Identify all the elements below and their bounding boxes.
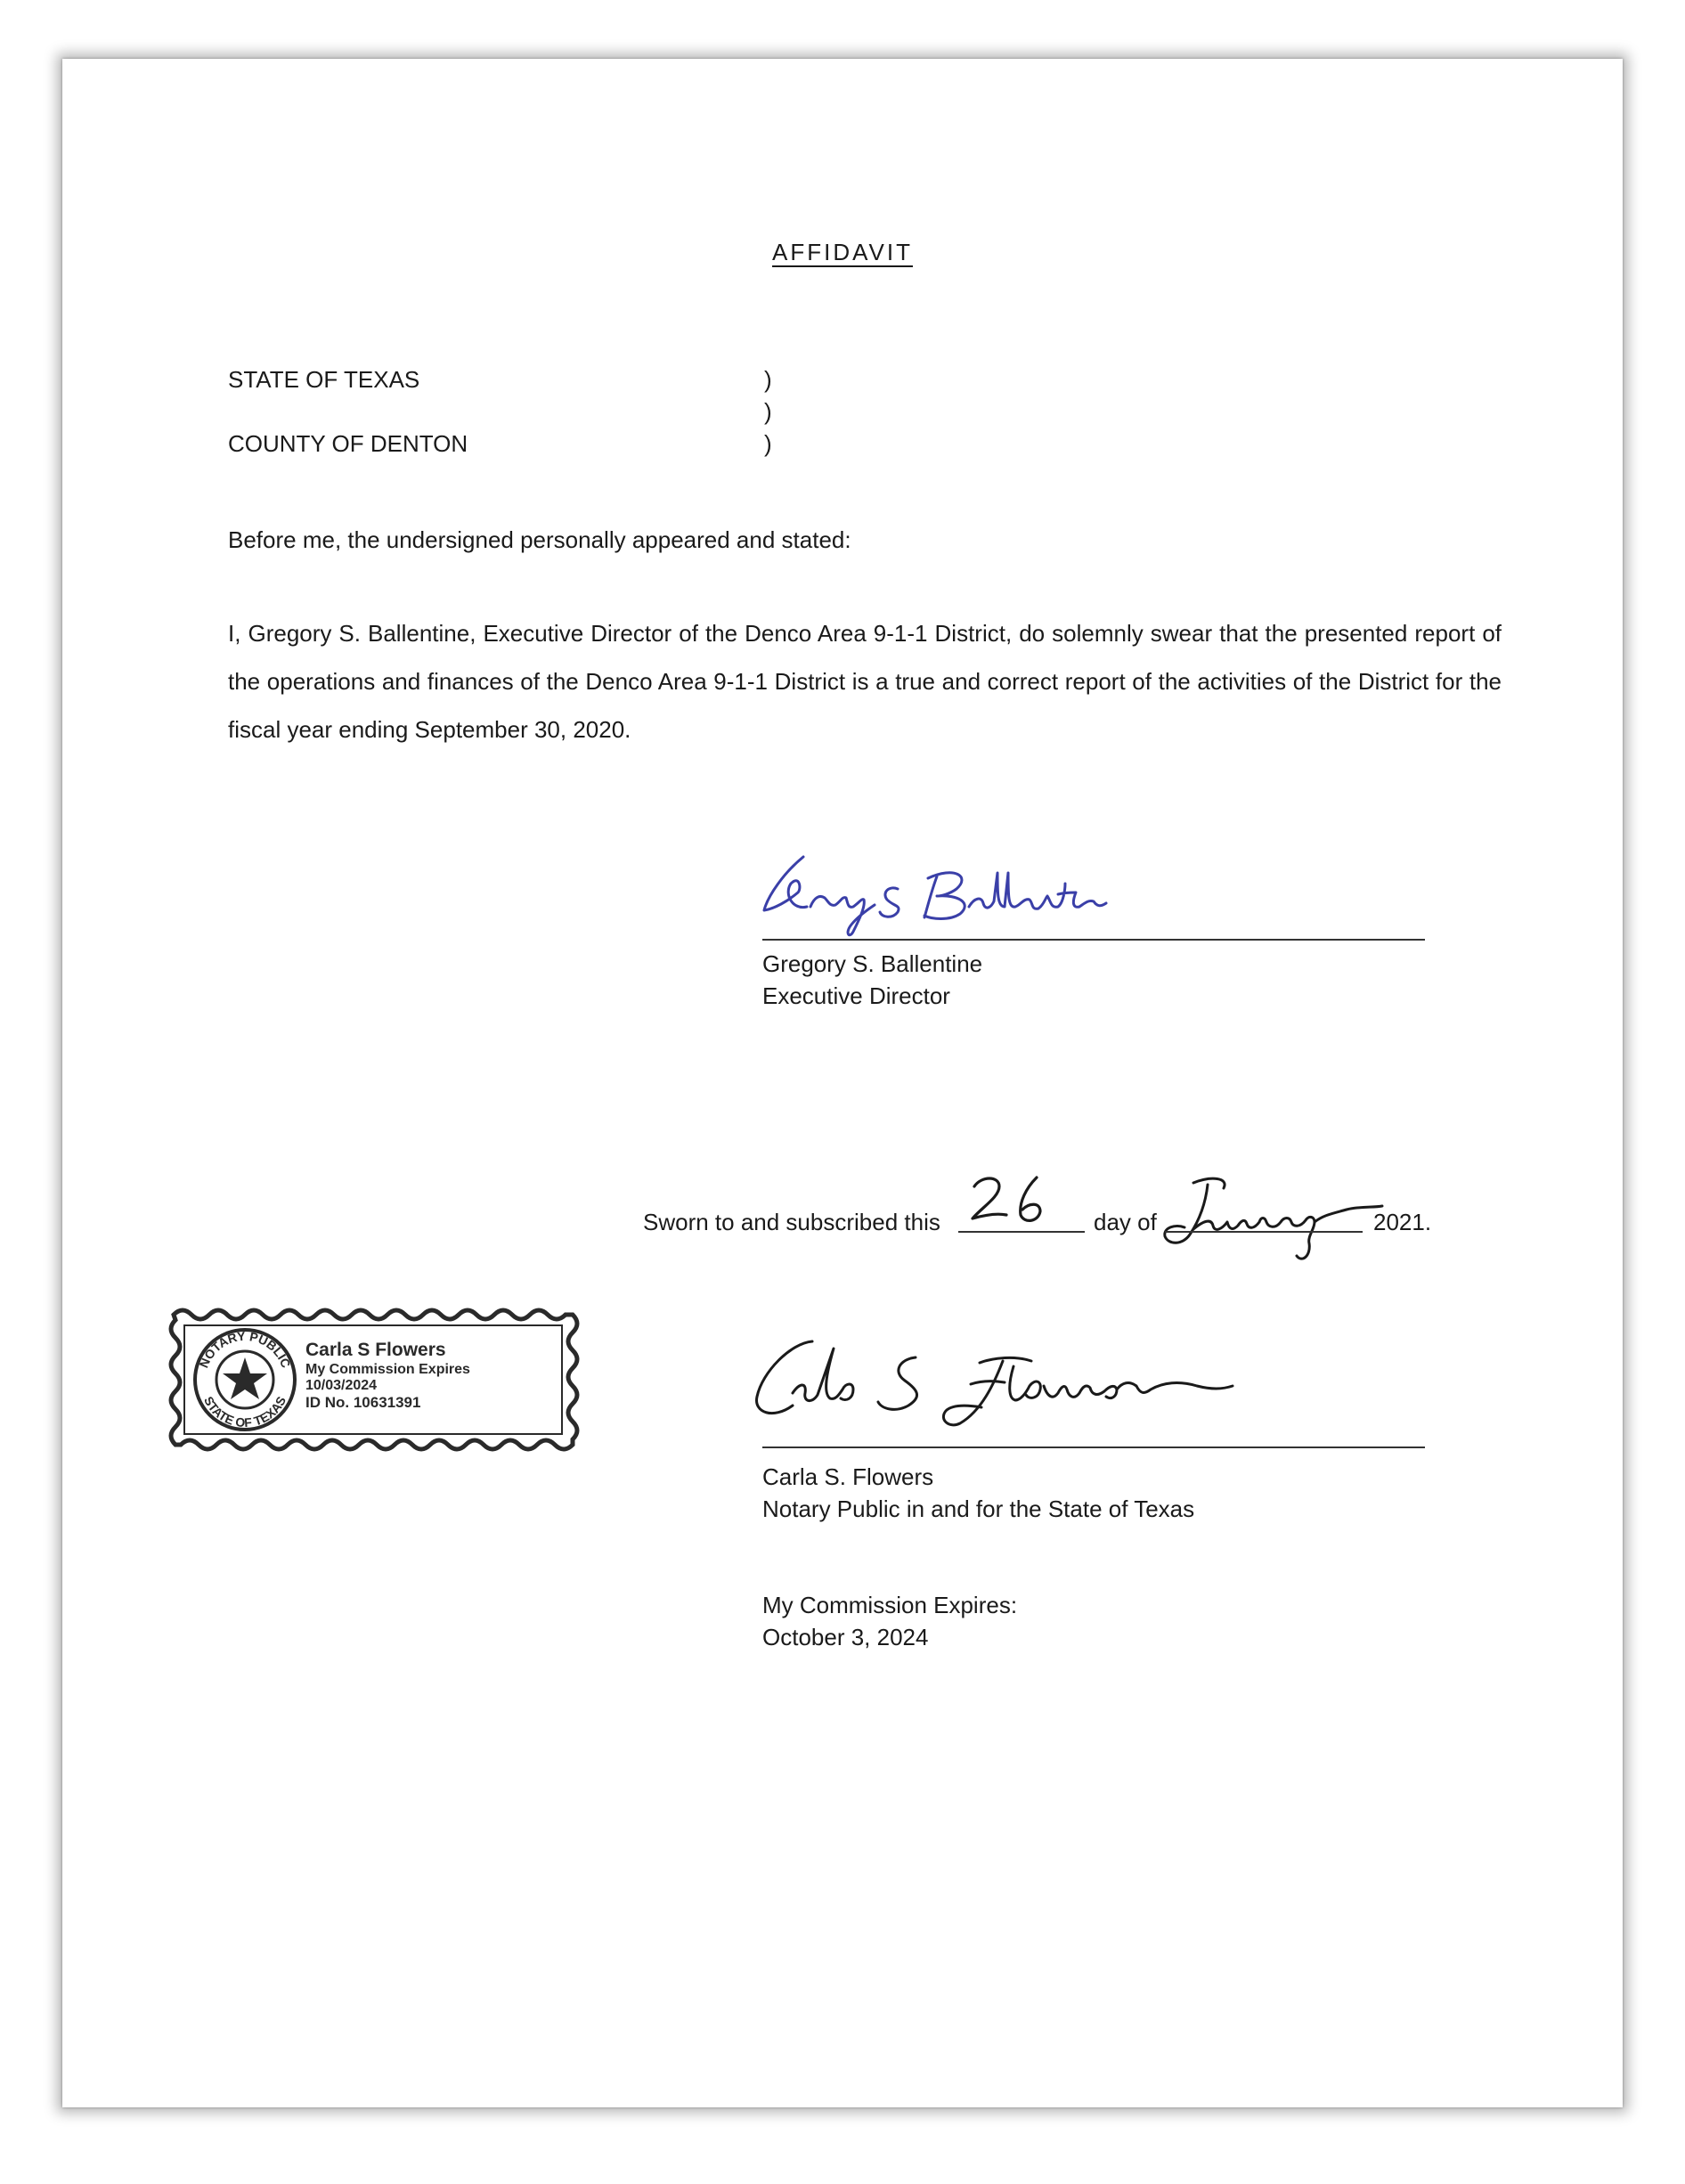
notary-signature: [748, 1331, 1247, 1464]
stamp-id: ID No. 10631391: [305, 1394, 421, 1411]
jurat-year: 2021.: [1373, 1209, 1432, 1235]
stamp-commission-line: My Commission Expires: [305, 1362, 470, 1377]
document-title: AFFIDAVIT: [772, 239, 913, 265]
jurat-day-of: day of: [1094, 1209, 1157, 1235]
affiant-role: Executive Director: [762, 982, 950, 1009]
stamp-date: 10/03/2024: [305, 1378, 378, 1393]
affiant-signature-line: [762, 939, 1425, 941]
venue-bracket-3: ): [764, 430, 772, 457]
venue-bracket-1: ): [764, 366, 772, 393]
jurat-day-handwritten: [965, 1170, 1063, 1237]
commission-label: My Commission Expires:: [762, 1592, 1018, 1618]
affiant-name: Gregory S. Ballentine: [762, 950, 983, 977]
jurat-month-handwritten: [1158, 1170, 1389, 1273]
affidavit-page: [62, 59, 1623, 2107]
venue-bracket-2: ): [764, 398, 772, 425]
jurat-month-line: [1165, 1231, 1363, 1233]
venue-county: COUNTY OF DENTON: [228, 430, 468, 457]
stamp-name: Carla S Flowers: [305, 1340, 446, 1360]
notary-signature-line: [762, 1446, 1425, 1448]
stamp-seal-top: NOTARY PUBLIC: [196, 1328, 294, 1370]
notary-stamp: [165, 1304, 583, 1462]
stamp-seal-bottom: STATE OF TEXAS: [200, 1394, 289, 1430]
notary-role: Notary Public in and for the State of Texas: [762, 1495, 1195, 1522]
intro-text: Before me, the undersigned personally appeared and stated:: [228, 526, 851, 553]
venue-state: STATE OF TEXAS: [228, 366, 420, 393]
notary-name: Carla S. Flowers: [762, 1463, 934, 1490]
affiant-signature-drawing: [748, 821, 1158, 955]
affiant-signature: [748, 821, 1158, 955]
statement-paragraph: I, Gregory S. Ballentine, Executive Director of the Denco Area 9-1-1 District, do solemnly swear that the presented report of the operations and finances of the Denco Area 9-1-1 District is a true and correct report of the activities of the District for the fiscal year ending September 30, 2020.: [228, 620, 1502, 743]
commission-date: October 3, 2024: [762, 1624, 929, 1650]
jurat-prefix: Sworn to and subscribed this: [643, 1209, 940, 1235]
